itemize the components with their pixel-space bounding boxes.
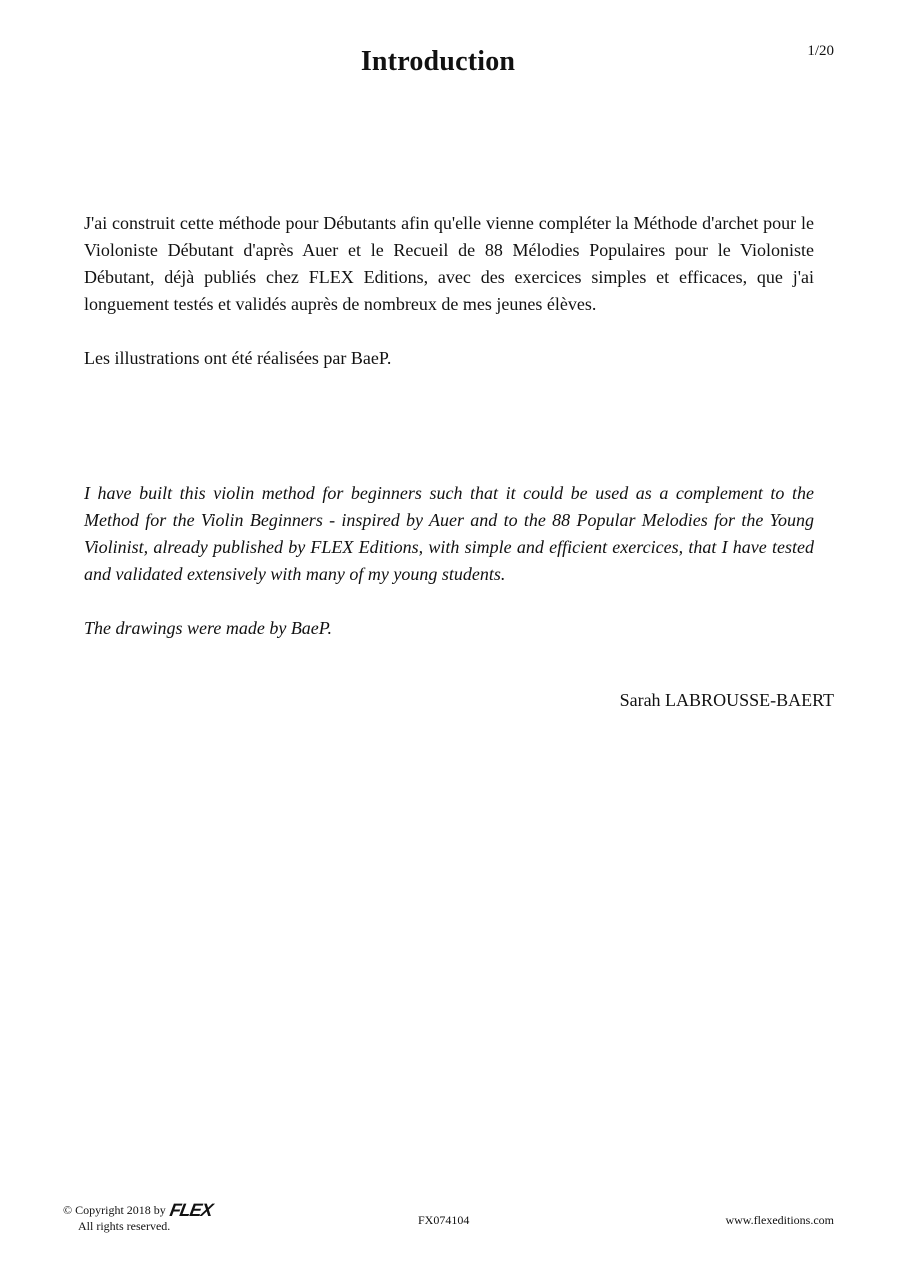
english-paragraph-2: The drawings were made by BaeP.: [84, 618, 332, 638]
english-paragraph-1: I have built this violin method for beginners such that it could be used as a complement to the Method for the Violin Beginners - inspired by Auer and to the 88 Popular Melodies for the Young Violinist, already published by FLEX Editions, with simple and efficient exercices, that I have tested and validated extensively with many of my young students.: [84, 483, 814, 584]
website-link[interactable]: www.flexeditions.com: [725, 1213, 834, 1227]
catalog-code: FX074104: [418, 1213, 470, 1227]
author-signature: Sarah LABROUSSE-BAERT: [619, 690, 834, 710]
english-text-block: [84, 480, 814, 642]
flex-logo: FLEX: [168, 1200, 214, 1220]
paragraph-gap: [84, 588, 814, 615]
page-title: Introduction: [360, 46, 516, 77]
copyright-text: © Copyright 2018 by: [63, 1203, 166, 1217]
footer-copyright: [63, 1202, 212, 1234]
french-text-block: [84, 210, 814, 372]
page-number: 1/20: [807, 43, 834, 59]
paragraph-gap: [84, 318, 814, 345]
french-paragraph-1: J'ai construit cette méthode pour Débutants afin qu'elle vienne compléter la Méthode d'archet pour le Violoniste Débutant d'après Auer et le Recueil de 88 Mélodies Populaires pour le Violoniste Débutant, déjà publiés chez FLEX Editions, avec des exercices simples et efficaces, que j'ai longuement testés et validés auprès de nombreux de mes jeunes élèves.: [84, 213, 814, 314]
rights-text: All rights reserved.: [78, 1219, 171, 1233]
french-paragraph-2: Les illustrations ont été réalisées par BaeP.: [84, 348, 392, 368]
